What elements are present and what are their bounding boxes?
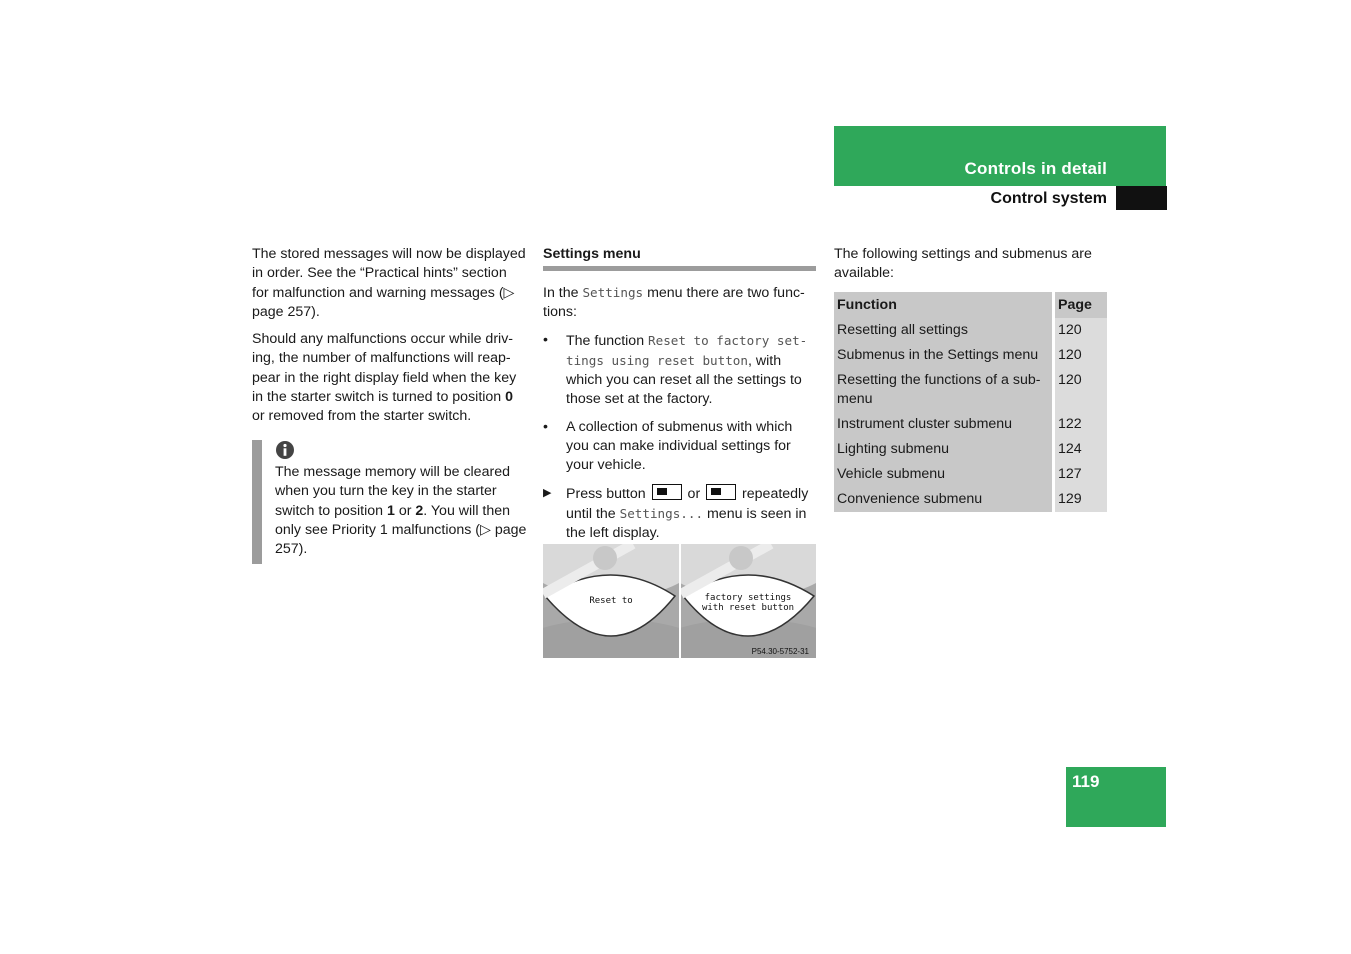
display-label: factory settings bbox=[704, 593, 792, 603]
cell-page: 129 bbox=[1055, 487, 1107, 512]
text: The function bbox=[566, 332, 649, 349]
column-header: Page bbox=[1055, 292, 1107, 318]
cell-page: 120 bbox=[1055, 318, 1107, 343]
text-bold: 1 bbox=[386, 502, 395, 519]
bullet-icon: • bbox=[543, 418, 548, 435]
image-code: P54.30-5752-31 bbox=[751, 647, 809, 656]
text: or bbox=[394, 502, 416, 519]
section-rule bbox=[543, 266, 816, 271]
column-middle bbox=[543, 245, 818, 552]
text: A collection of submenus with which you can make individual settings for your vehicle. bbox=[566, 418, 793, 474]
cell-function: Submenus in the Settings menu bbox=[834, 343, 1055, 368]
note-text bbox=[275, 463, 530, 559]
subtitle-marker bbox=[1116, 186, 1167, 210]
column-header: Function bbox=[834, 292, 1055, 318]
bullet-list bbox=[543, 331, 818, 544]
display-label: Reset to bbox=[589, 596, 633, 606]
table-row bbox=[834, 368, 1107, 412]
bullet-icon: • bbox=[543, 331, 548, 348]
cell-page: 124 bbox=[1055, 437, 1107, 462]
cell-page: 122 bbox=[1055, 412, 1107, 437]
cell-function: Vehicle submenu bbox=[834, 462, 1055, 487]
text: The message memory will be cleared when you turn the key in the starter switch to position bbox=[275, 464, 510, 519]
cell-page: 120 bbox=[1055, 343, 1107, 368]
cell-function: Instrument cluster submenu bbox=[834, 412, 1055, 437]
cell-page: 127 bbox=[1055, 462, 1107, 487]
text: repeatedly until the bbox=[566, 485, 809, 522]
list-item bbox=[543, 331, 818, 410]
chapter-title: Controls in detail bbox=[964, 159, 1107, 178]
text: or bbox=[683, 485, 705, 502]
table-header-row bbox=[834, 292, 1107, 318]
section-subtitle: Control system bbox=[990, 190, 1107, 207]
step-arrow-icon: ▶ bbox=[543, 486, 552, 499]
text: menu is seen in the left display. bbox=[566, 505, 807, 542]
text: , with which you can reset all the settings to those set at the factory. bbox=[566, 352, 802, 408]
table-row bbox=[834, 487, 1107, 512]
display-left bbox=[543, 544, 679, 658]
info-note bbox=[252, 440, 527, 564]
paragraph: The stored messages will now be displayed in order. See the “Practical hints” section for malfunction and warning messages (▷ page 257). bbox=[252, 246, 526, 320]
menu-button-icon bbox=[652, 484, 682, 500]
list-item bbox=[543, 418, 818, 476]
instruction-step bbox=[543, 484, 818, 544]
text-bold: 0 bbox=[505, 389, 514, 406]
column-left bbox=[252, 245, 527, 427]
display-text: Reset to factory set-tings using reset button bbox=[566, 332, 808, 368]
menu-button-icon bbox=[706, 484, 736, 500]
paragraph bbox=[252, 330, 527, 426]
cell-function: Convenience submenu bbox=[834, 487, 1055, 512]
text: Should any malfunctions occur while driv-ing, the number of malfunctions will reap-pear in the right display field when the key in the starter switch is turned to position bbox=[252, 331, 517, 406]
cell-page: 120 bbox=[1055, 368, 1107, 412]
table-row bbox=[834, 437, 1107, 462]
table-row bbox=[834, 462, 1107, 487]
paragraph bbox=[543, 283, 818, 323]
text: or removed from the starter switch. bbox=[252, 408, 472, 425]
table-row bbox=[834, 343, 1107, 368]
paragraph: The following settings and submenus are available: bbox=[834, 246, 1092, 282]
text: In the bbox=[543, 285, 583, 301]
text: . You will then only see Priority 1 malfunctions (▷ page 257). bbox=[275, 502, 527, 558]
display-right bbox=[681, 544, 816, 658]
page-number: 119 bbox=[1072, 772, 1100, 791]
table-row bbox=[834, 412, 1107, 437]
cell-function: Resetting the functions of a sub-menu bbox=[834, 368, 1055, 412]
info-icon bbox=[275, 440, 295, 460]
note-bar bbox=[252, 440, 262, 564]
instrument-display-image bbox=[543, 544, 816, 658]
text-bold: 2 bbox=[415, 502, 424, 519]
display-text: Settings... bbox=[619, 505, 704, 521]
display-text: Settings bbox=[582, 285, 644, 300]
text: menu there are two func-tions: bbox=[543, 285, 805, 321]
display-label: with reset button bbox=[701, 603, 795, 613]
cell-function: Resetting all settings bbox=[834, 318, 1055, 343]
page-number-tab bbox=[1066, 767, 1166, 827]
section-title: Settings menu bbox=[543, 246, 641, 262]
cell-function: Lighting submenu bbox=[834, 437, 1055, 462]
chapter-tab bbox=[834, 126, 1166, 186]
text: Press button bbox=[566, 485, 650, 502]
settings-table bbox=[834, 292, 1107, 512]
table-row bbox=[834, 318, 1107, 343]
